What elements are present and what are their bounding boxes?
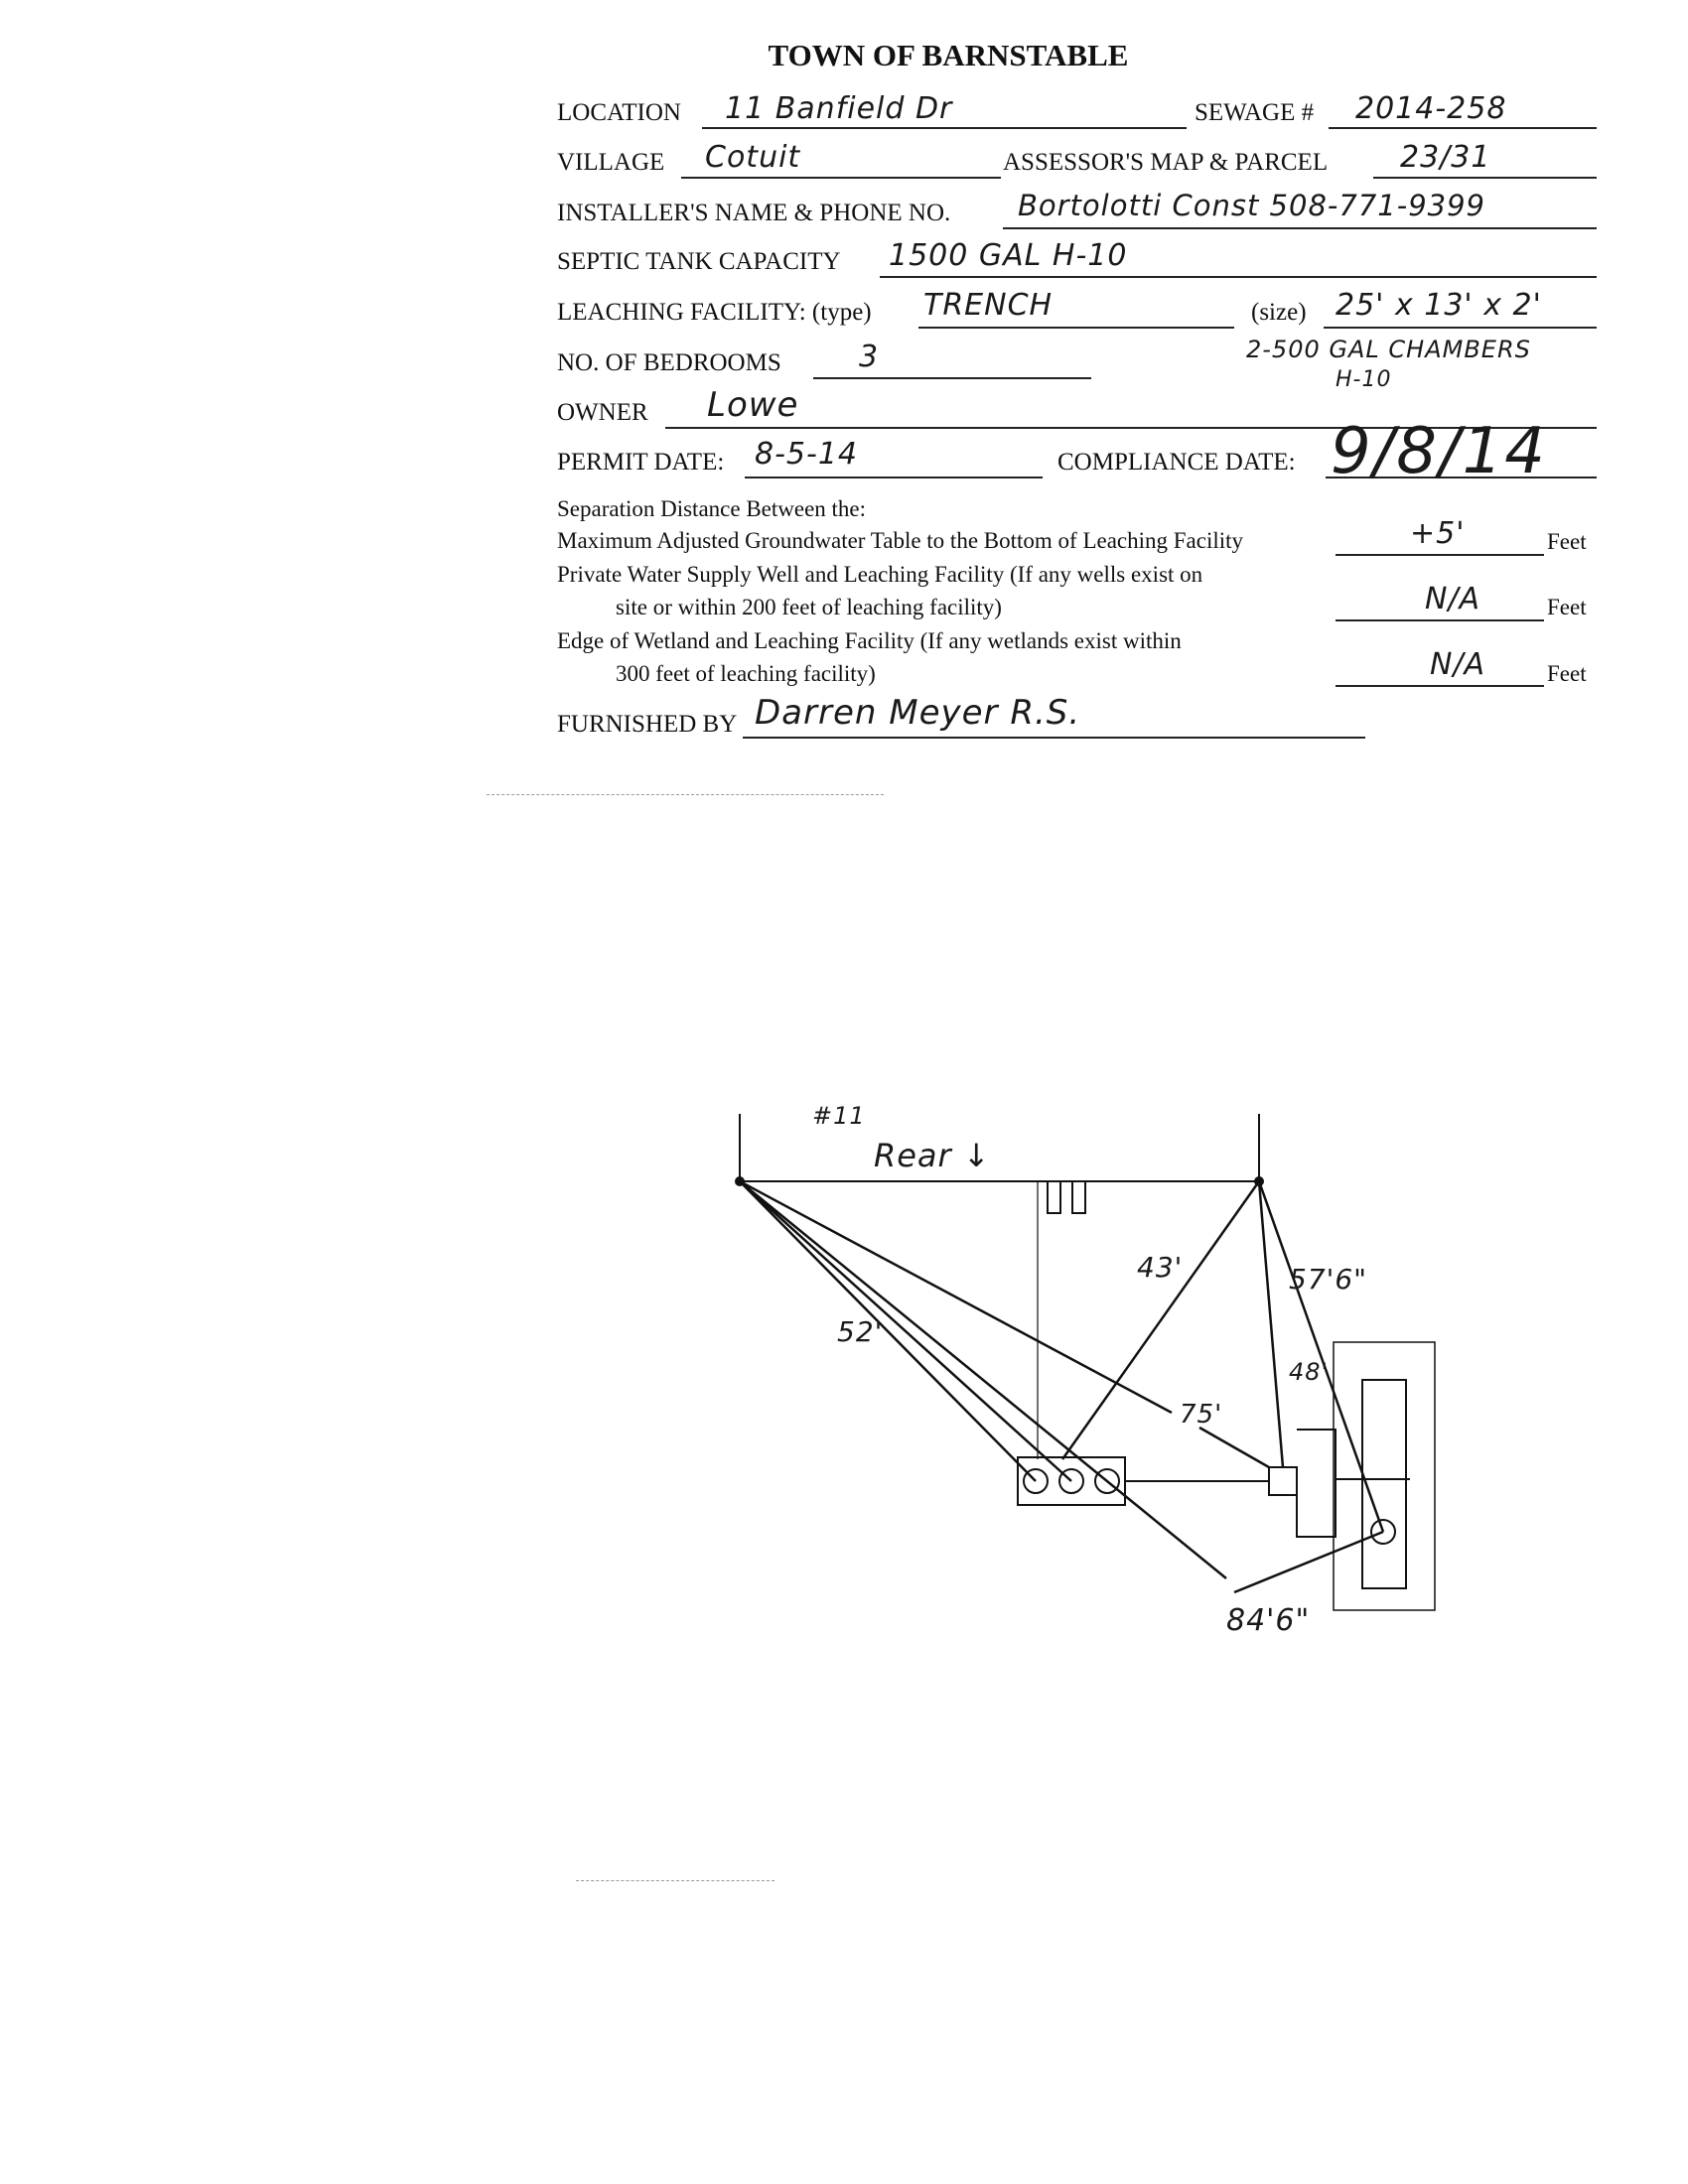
tie-line-43 <box>1062 1181 1259 1459</box>
bedrooms-value: 3 <box>859 340 880 374</box>
bedrooms-label: NO. OF BEDROOMS <box>557 349 781 376</box>
house-corner-right <box>1255 1177 1263 1185</box>
sewage-value: 2014-258 <box>1355 91 1507 126</box>
location-label: LOCATION <box>557 99 681 126</box>
sep1-label: Maximum Adjusted Groundwater Table to the Bottom of Leaching Facility <box>557 528 1244 553</box>
form-title: TOWN OF BARNSTABLE <box>768 38 1129 72</box>
dimension-75: 75' <box>1180 1400 1223 1430</box>
size-value: 25' x 13' x 2' <box>1336 288 1542 323</box>
sep1-value: +5' <box>1410 516 1466 551</box>
tie-line-84-6 <box>740 1181 1226 1578</box>
tank-label: SEPTIC TANK CAPACITY <box>557 248 841 275</box>
dimension-48: 48' <box>1289 1358 1330 1386</box>
assessor-value: 23/31 <box>1400 140 1491 175</box>
sep2-feet: Feet <box>1547 595 1587 619</box>
dimension-84-6: 84'6" <box>1226 1603 1311 1638</box>
sep3-value: N/A <box>1430 647 1486 682</box>
pipe-dbox-trench <box>1297 1430 1336 1537</box>
village-label: VILLAGE <box>557 149 665 176</box>
assessor-label: ASSESSOR'S MAP & PARCEL <box>1003 149 1329 176</box>
sep3-label-a: Edge of Wetland and Leaching Facility (If any wetlands exist within <box>557 628 1182 653</box>
distribution-box <box>1269 1467 1297 1495</box>
sketch-house-number: #11 <box>812 1102 866 1130</box>
furnished-signature: Darren Meyer R.S. <box>755 693 1081 733</box>
tie-line-84-6-end <box>1234 1532 1383 1592</box>
sep2-value: N/A <box>1425 582 1481 616</box>
sep3-label-b: 300 feet of leaching facility) <box>616 661 876 686</box>
separation-heading: Separation Distance Between the: <box>557 496 867 521</box>
sketch-rear-label: Rear ↓ <box>874 1137 991 1174</box>
dimension-52: 52' <box>837 1315 884 1348</box>
size-label: (size) <box>1251 299 1307 326</box>
leaching-label: LEACHING FACILITY: (type) <box>557 299 872 326</box>
leaching-trench-inner <box>1362 1380 1406 1588</box>
dimension-57-6: 57'6" <box>1289 1263 1368 1296</box>
village-value: Cotuit <box>705 140 801 175</box>
permit-label: PERMIT DATE: <box>557 449 725 476</box>
furnished-label: FURNISHED BY <box>557 711 738 738</box>
permit-value: 8-5-14 <box>755 437 858 472</box>
location-value: 11 Banfield Dr <box>725 91 953 126</box>
installer-value: Bortolotti Const 508-771-9399 <box>1018 189 1485 222</box>
tank-value: 1500 GAL H-10 <box>889 238 1128 273</box>
tie-line-48 <box>1259 1181 1283 1467</box>
tie-line-52 <box>740 1181 1036 1481</box>
sewage-label: SEWAGE # <box>1195 99 1315 126</box>
sep2-label-b: site or within 200 feet of leaching facility) <box>616 595 1002 619</box>
house-corner-left <box>736 1177 744 1185</box>
tie-line-75-end <box>1199 1428 1269 1467</box>
tie-line-57-6 <box>1259 1181 1383 1532</box>
sep2-label-a: Private Water Supply Well and Leaching Facility (If any wells exist on <box>557 562 1203 587</box>
sep3-feet: Feet <box>1547 661 1587 686</box>
house-notch <box>1048 1181 1060 1213</box>
chambers-note-h10: H-10 <box>1336 367 1392 392</box>
sep1-feet: Feet <box>1547 529 1587 554</box>
owner-label: OWNER <box>557 399 648 426</box>
chambers-note: 2-500 GAL CHAMBERS <box>1246 336 1531 363</box>
owner-value: Lowe <box>707 385 799 425</box>
leaching-trench-outer <box>1334 1342 1435 1610</box>
leaching-type-value: TRENCH <box>923 288 1054 323</box>
installer-label: INSTALLER'S NAME & PHONE NO. <box>557 200 951 226</box>
dimension-43: 43' <box>1137 1251 1184 1284</box>
compliance-value: 9/8/14 <box>1331 415 1547 488</box>
house-notch-right <box>1072 1181 1085 1213</box>
compliance-label: COMPLIANCE DATE: <box>1057 449 1296 476</box>
